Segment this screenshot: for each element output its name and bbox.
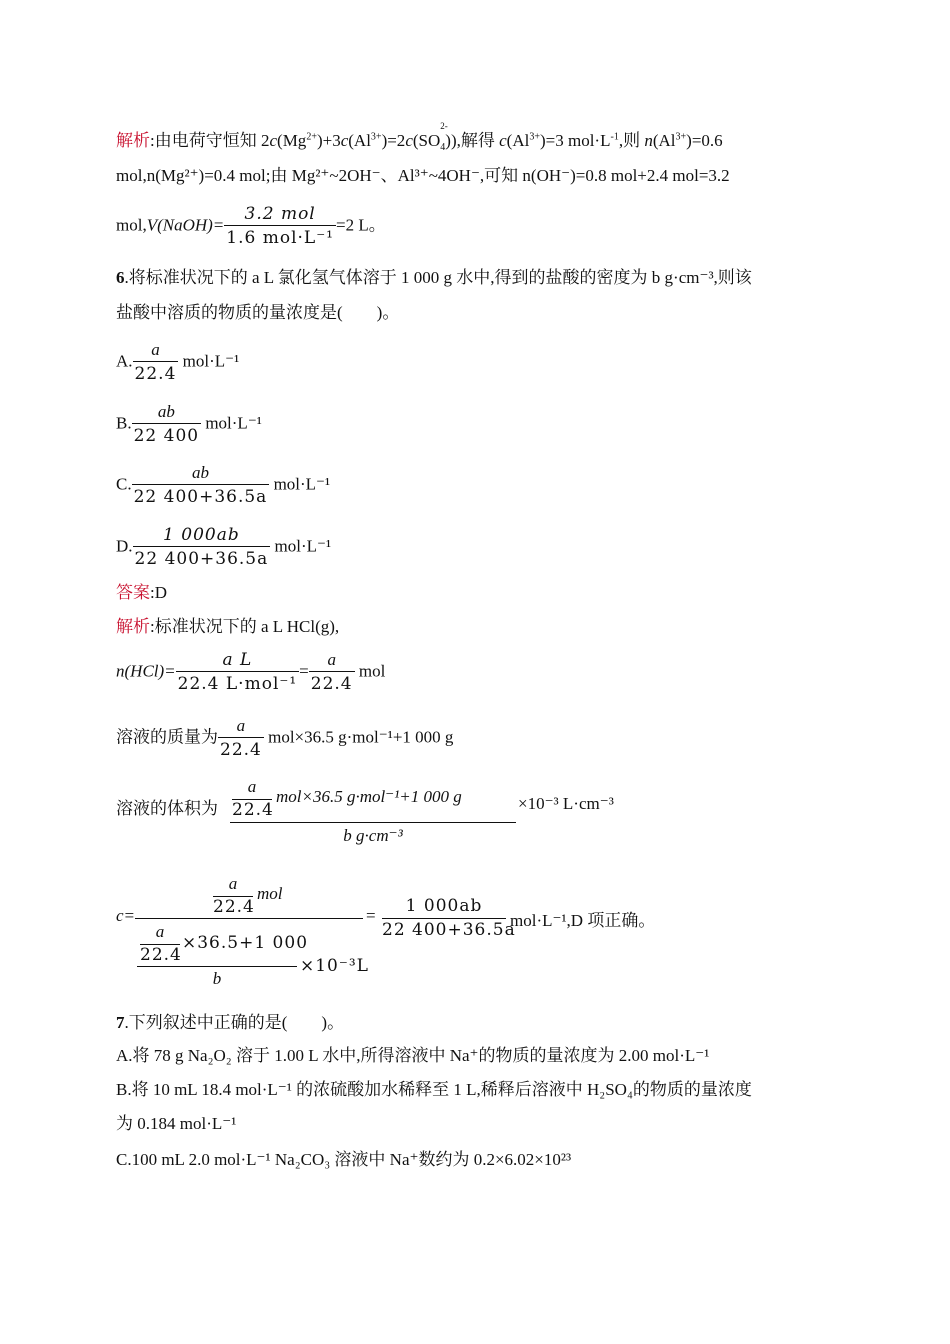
q6-explanation-line1: 解析:标准状况下的 a L HCl(g), [116,617,340,636]
c-top-unit: mol [257,884,283,903]
q7-option-a[interactable]: A.将 78 g Na₂O₂ 溶于 1.00 L 水中,所得溶液中 Na⁺的物质的量浓度为 2.00 mol·L⁻¹ [116,1046,710,1065]
option-b[interactable]: B. $\frac{ab}{22 400}$ mol·L⁻¹ [116,402,262,446]
answer-line: 答案:D [116,583,167,602]
c-result-num: 1 000ab [405,896,483,916]
c-bot-factor: ×10⁻³L [300,956,369,976]
q5-explanation-line3: mol,V(NaOH)= $\frac{\text{3.2 mol}}{\text{1.6 mol·L⁻¹}}$ =2 L。 [116,204,386,248]
fraction-bar [135,918,363,919]
c-result-den: 22 400+36.5a [382,920,516,940]
fraction-bar [230,822,516,823]
answer-label: 答案 [116,583,150,602]
q7-option-b-line1[interactable]: B.将 10 mL 18.4 mol·L⁻¹ 的浓硫酸加水稀释至 1 L,稀释后溶液中 H₂SO₄的物质的量浓度 [116,1080,752,1099]
volume-prefix: 溶液的体积为 [116,799,218,818]
fraction: $\frac{\text{3.2 mol}}{\text{1.6 mol·L⁻¹}}$ [226,204,334,248]
volume-inner-num: a [247,777,257,796]
c-bot-rest: ×36.5+1 000 [182,933,309,953]
option-d[interactable]: D. $\frac{1 000ab}{22 400+36.5a}$ mol·L⁻¹ [116,525,332,569]
question-number: 6 [116,268,125,287]
solution-mass: 溶液的质量为 $\frac{a}{22.4}$ mol×36.5 g·mol⁻¹+1 000 g [116,716,454,760]
c-prefix: c= [116,906,136,925]
c-bot-b: b [212,969,222,988]
q7-stem: 7.下列叙述中正确的是( )。 [116,1013,345,1032]
fraction-bar [382,918,506,919]
volume-suffix: ×10⁻³ L·cm⁻³ [518,794,614,813]
q6-stem-line2: 盐酸中溶质的物质的量浓度是( )。 [116,303,400,322]
explanation-label: 解析 [116,617,150,636]
q7-option-b-line2[interactable]: 为 0.184 mol·L⁻¹ [116,1114,237,1133]
q7-option-c[interactable]: C.100 mL 2.0 mol·L⁻¹ Na₂CO₃ 溶液中 Na⁺数约为 0.2×6.02×10²³ [116,1150,572,1169]
c-top-den: 22.4 [213,897,255,917]
c-bot-den: 22.4 [140,945,182,965]
q6-stem-line1: 6.将标准状况下的 a L 氯化氢气体溶于 1 000 g 水中,得到的盐酸的密度为 b g·cm⁻³,则该 [116,268,752,287]
q5-explanation-line2: mol,n(Mg²⁺)=0.4 mol;由 Mg²⁺~2OH⁻、Al³⁺~4OH⁻,可知 n(OH⁻)=0.8 mol+2.4 mol=3.2 [116,166,730,185]
c-top-num: a [228,874,238,893]
question-number: 7 [116,1013,125,1032]
option-a[interactable]: A. $\frac{a}{22.4}$ mol·L⁻¹ [116,340,240,384]
option-c[interactable]: C. $\frac{ab}{22 400+36.5a}$ mol·L⁻¹ [116,463,331,507]
explanation-label: 解析 [116,131,150,150]
nhcl-equation: n(HCl)= $\frac{\text{a L}}{\text{22.4 L·mol⁻¹}}$ = $\frac{a}{22.4}$ mol [116,650,386,694]
volume-den: b g·cm⁻³ [343,826,403,845]
volume-num-rest: mol×36.5 g·mol⁻¹+1 000 g [276,787,462,806]
c-bot-a: a [155,922,165,941]
c-suffix: mol·L⁻¹,D 项正确。 [510,911,656,930]
fraction-bar [137,966,297,967]
q5-explanation-line1: 解析:由电荷守恒知 $2c(Mg^{2+})+3c(Al^{3+})=2c(SO$ $_{2- 4}$)),解得 $c(Al^{3+})=3$ $mol\cdot L^{-1}$,则 $n(Al^{3+})=0.6$ [116,121,723,154]
volume-inner-den: 22.4 [232,800,274,820]
